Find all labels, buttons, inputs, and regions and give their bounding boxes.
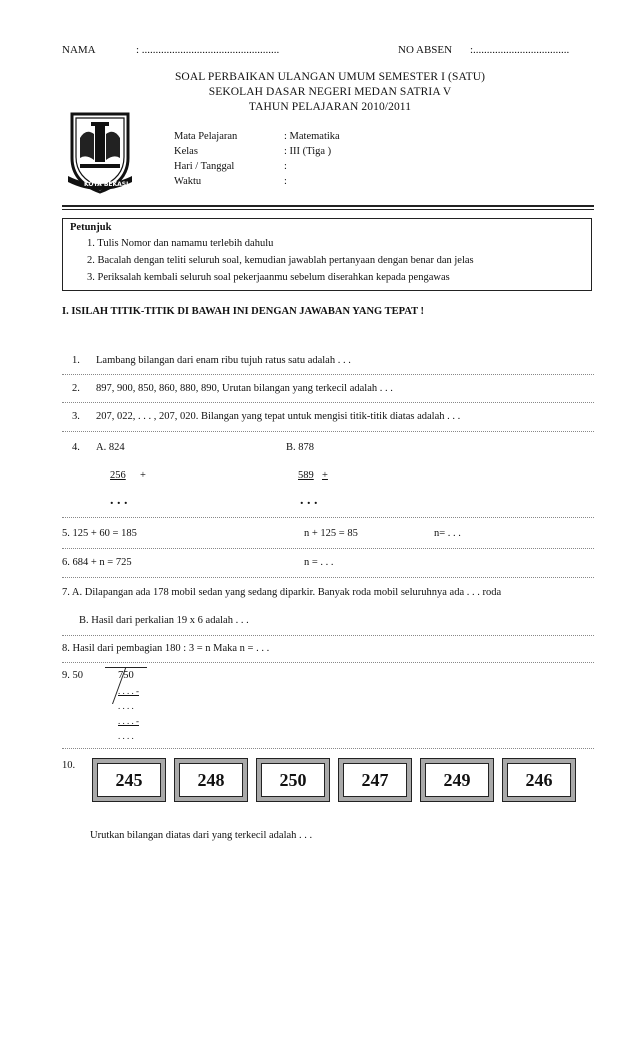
info-value-waktu: : [284, 176, 287, 187]
divider [62, 577, 594, 578]
divider [62, 548, 594, 549]
divider [62, 431, 594, 432]
q9-step-3[interactable]: . . . . - [118, 716, 139, 726]
q4-b-answer[interactable]: . . . [300, 493, 318, 508]
q4-a-answer[interactable]: . . . [110, 493, 128, 508]
q6-equation: 6. 684 + n = 725 [62, 557, 132, 568]
q5-example: 5. 125 + 60 = 185 [62, 528, 137, 539]
header-rule-thin [62, 209, 594, 210]
number-card-value: 245 [97, 763, 161, 797]
q6-answer[interactable]: n = . . . [304, 557, 334, 568]
info-label-waktu: Waktu [174, 176, 202, 187]
number-card-value: 246 [507, 763, 571, 797]
q4-b-top: B. 878 [286, 442, 315, 453]
title-line-1: SOAL PERBAIKAN ULANGAN UMUM SEMESTER I (SATU) [174, 71, 486, 83]
nama-field[interactable]: : .................................................. [136, 44, 280, 56]
info-label-hari: Hari / Tanggal [174, 161, 235, 172]
q9-step-4[interactable]: . . . . [118, 731, 134, 741]
number-card-value: 250 [261, 763, 325, 797]
info-value-mapel: : Matematika [284, 131, 340, 142]
info-value-hari: : [284, 161, 287, 172]
q4-b-plus: + [322, 470, 328, 481]
q9-step-2[interactable]: . . . . [118, 701, 134, 711]
info-value-kelas: : III (Tiga ) [284, 146, 332, 157]
q7-a-text: 7. A. Dilapangan ada 178 mobil sedan yang sedang diparkir. Banyak roda mobil seluruhnya ada . . . roda [62, 587, 502, 598]
q4-a-plus: + [140, 470, 146, 481]
instruction-item: 3. Periksalah kembali seluruh soal pekerjaanmu sebelum diserahkan kepada pengawas [87, 272, 450, 283]
q9-dividend: 750 [118, 670, 134, 681]
q2-text: 897, 900, 850, 860, 880, 890, Urutan bilangan yang terkecil adalah . . . [96, 383, 393, 394]
info-label-kelas: Kelas [174, 146, 198, 157]
info-label-mapel: Mata Pelajaran [174, 131, 238, 142]
divider [62, 662, 594, 663]
divider [62, 748, 594, 749]
q4-a-top: A. 824 [96, 442, 125, 453]
number-card [502, 758, 576, 802]
number-card-value: 249 [425, 763, 489, 797]
title-line-3: TAHUN PELAJARAN 2010/2011 [248, 101, 412, 113]
q10-text: Urutkan bilangan diatas dari yang terkecil adalah . . . [90, 830, 313, 841]
q4-a-addend: 256 [110, 470, 126, 481]
q9-divisor: 9. 50 [62, 670, 83, 681]
divider [62, 402, 594, 403]
divider [62, 635, 594, 636]
number-card-value: 248 [179, 763, 243, 797]
absen-label: NO ABSEN [398, 44, 453, 56]
number-card [338, 758, 412, 802]
title-line-2: SEKOLAH DASAR NEGERI MEDAN SATRIA V [208, 86, 452, 98]
divider [62, 517, 594, 518]
q4-number: 4. [72, 442, 80, 453]
nama-label: NAMA [62, 44, 96, 56]
instruction-item: 1. Tulis Nomor dan namamu terlebih dahulu [87, 238, 274, 249]
q3-number: 3. [72, 411, 80, 422]
divider [62, 374, 594, 375]
q5-equation: n + 125 = 85 [304, 528, 358, 539]
absen-field[interactable]: :................................... [470, 44, 570, 56]
q1-number: 1. [72, 355, 80, 366]
q10-number: 10. [62, 760, 76, 771]
q7-b-text: B. Hasil dari perkalian 19 x 6 adalah . . . [79, 615, 249, 626]
q1-text: Lambang bilangan dari enam ribu tujuh ratus satu adalah . . . [96, 355, 351, 366]
q4-b-addend: 589 [298, 470, 314, 481]
q9-step-1[interactable]: . . . . - [118, 686, 139, 696]
header-rule [62, 205, 594, 207]
q3-text: 207, 022, . . . , 207, 020. Bilangan yang tepat untuk mengisi titik-titik diatas adalah . . . [96, 411, 461, 422]
logo-text: KOTA BEKASI [84, 181, 129, 188]
number-card-value: 247 [343, 763, 407, 797]
number-card [256, 758, 330, 802]
instructions-title: Petunjuk [70, 222, 112, 233]
number-card [92, 758, 166, 802]
q8-text: 8. Hasil dari pembagian 180 : 3 = n Maka n = . . . [62, 643, 270, 654]
q5-answer[interactable]: n= . . . [434, 528, 461, 539]
number-card [174, 758, 248, 802]
q2-number: 2. [72, 383, 80, 394]
instruction-item: 2. Bacalah dengan teliti seluruh soal, kemudian jawablah pertanyaan dengan benar dan jelas [87, 255, 474, 266]
section-heading: I. ISILAH TITIK-TITIK DI BAWAH INI DENGAN JAWABAN YANG TEPAT ! [62, 306, 425, 317]
number-card [420, 758, 494, 802]
